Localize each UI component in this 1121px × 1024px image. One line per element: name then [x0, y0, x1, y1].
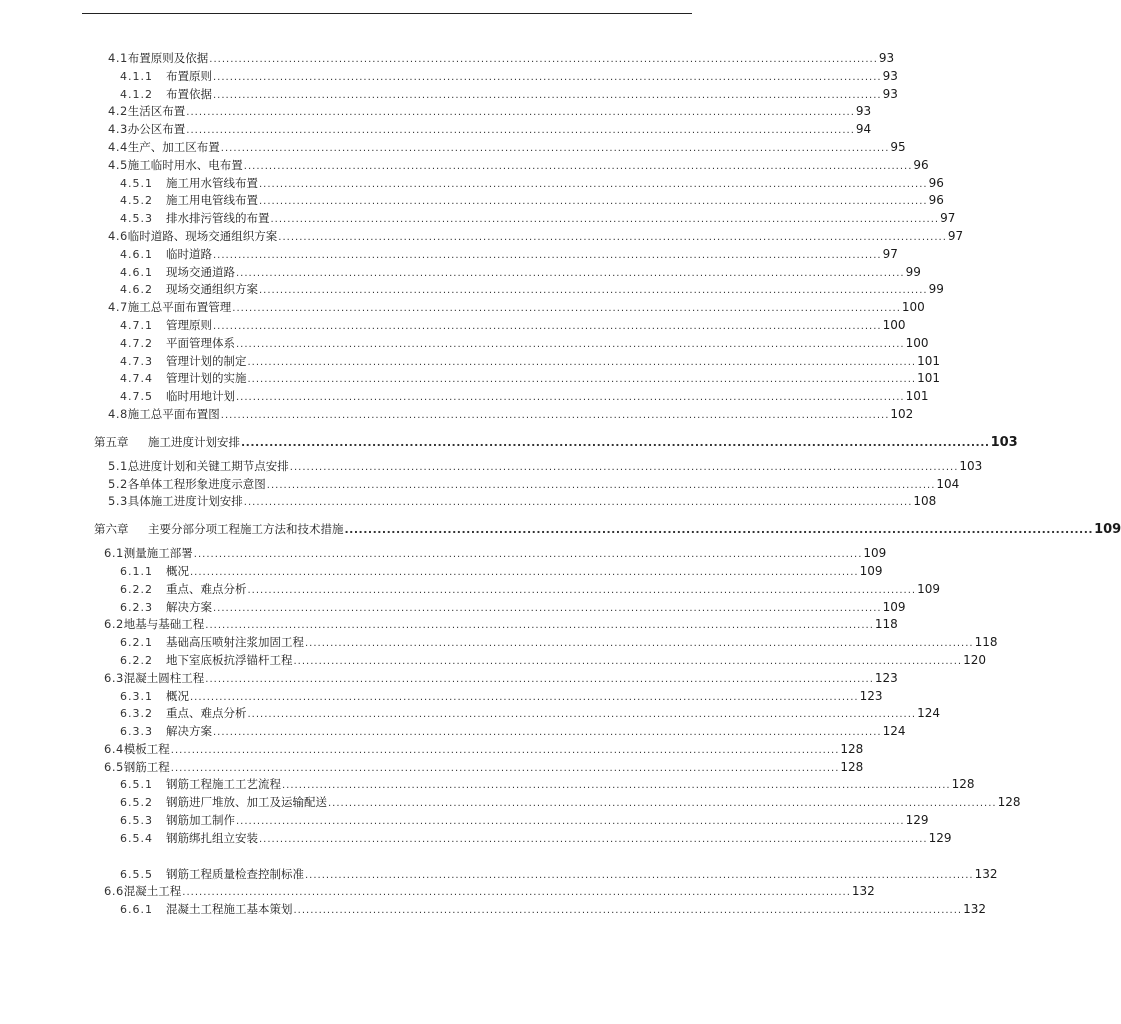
toc-entry-page: 124: [882, 724, 906, 739]
dot-leader: ................................................................................................................................................................: [278, 231, 947, 243]
toc-entry-title: 地下室底板抗浮锚杆工程: [166, 652, 293, 667]
toc-entry-6-2[interactable]: [0, 616, 898, 634]
toc-entry-page: 123: [874, 670, 898, 685]
toc-entry-5-2[interactable]: [0, 476, 960, 494]
chapter-title: 主要分部分项工程施工方法和技术措施: [148, 522, 344, 537]
toc-entry-4-7-4[interactable]: [0, 370, 940, 388]
toc-chapter-6[interactable]: [0, 515, 1121, 543]
dot-leader: ................................................................................................................................................................: [236, 267, 905, 279]
toc-entry-4-7-2[interactable]: [0, 335, 929, 353]
toc-entry-6-1[interactable]: [0, 545, 887, 563]
toc-chapter-5[interactable]: [0, 428, 1018, 456]
toc-entry-title: 管理原则: [166, 317, 212, 332]
toc-entry-title: 施工总平面布置管理: [127, 300, 232, 315]
toc-entry-number: 4.6.1: [120, 265, 153, 279]
toc-entry-title: 临时用地计划: [166, 389, 235, 404]
dot-leader: ................................................................................................................................................................: [213, 602, 882, 614]
toc-entry-page: 132: [974, 866, 998, 881]
toc-entry-page: 99: [928, 282, 944, 297]
toc-entry-page: 93: [882, 86, 898, 101]
toc-entry-page: 120: [963, 652, 986, 667]
dot-leader: ................................................................................................................................................................: [213, 89, 882, 101]
toc-entry-page: 102: [890, 406, 914, 421]
toc-entry-page: 132: [963, 902, 986, 917]
toc-entry-page: 101: [917, 353, 940, 368]
toc-entry-title: 混凝土工程施工基本策划: [166, 902, 293, 917]
toc-entry-4-7-1[interactable]: [0, 317, 906, 335]
dot-leader: ................................................................................................................................................................: [236, 392, 905, 404]
dot-leader: ................................................................................................................................................................: [293, 905, 963, 917]
toc-entry-number: 4.7: [108, 300, 128, 315]
toc-entry-number: 4.2: [108, 104, 128, 119]
toc-entry-title: 现场交通道路: [166, 264, 235, 279]
dot-leader: ................................................................................................................................................................: [190, 566, 859, 578]
dot-leader: ................................................................................................................................................................: [220, 142, 890, 154]
toc-entry-number: 6.2: [104, 617, 124, 632]
toc-entry-page: 96: [928, 175, 944, 190]
toc-entry-number: 6.2.3: [120, 600, 153, 614]
toc-entry-title: 重点、难点分析: [166, 706, 247, 721]
toc-entry-number: 6.5: [104, 759, 124, 774]
toc-entry-title: 生活区布置: [127, 104, 186, 119]
dot-leader: ................................................................................................................................................................: [259, 833, 928, 845]
toc-entry-title: 布置依据: [166, 86, 212, 101]
dot-leader: ................................................................................................................................................................: [205, 620, 874, 632]
toc-entry-page: 93: [882, 68, 898, 83]
toc-entry-title: 布置原则: [166, 68, 212, 83]
dot-leader: ................................................................................................................................................................: [236, 338, 905, 350]
toc-entry-page: 132: [851, 884, 875, 899]
toc-entry-number: 6.5.5: [120, 867, 153, 881]
dot-leader: ................................................................................................................................................................: [289, 461, 959, 473]
toc-entry-number: 5.2: [108, 476, 128, 491]
dot-leader: ................................................................................................................................................................: [282, 780, 951, 792]
toc-entry-number: 4.5: [108, 157, 128, 172]
toc-entry-number: 4.6: [108, 228, 128, 243]
toc-entry-page: 97: [940, 211, 956, 226]
toc-entry-4-5[interactable]: [0, 157, 929, 175]
toc-entry-page: 96: [928, 193, 944, 208]
dot-leader: ................................................................................................................................................................: [270, 214, 940, 226]
toc-entry-6-5-5[interactable]: [0, 866, 998, 884]
toc-entry-title: 施工用电管线布置: [166, 193, 258, 208]
toc-entry-6-2-3[interactable]: [0, 599, 906, 617]
toc-entry-page: 97: [882, 246, 898, 261]
toc-entry-number: 6.1: [104, 546, 124, 561]
chapter-page: 109: [1094, 522, 1121, 538]
dot-leader: ................................................................................................................................................................: [209, 54, 878, 65]
toc-entry-4-5-1[interactable]: [0, 175, 944, 193]
dot-leader: ................................................................................................................................................................: [259, 178, 928, 190]
toc-entry-number: 6.4: [104, 741, 124, 756]
toc-entry-page: 128: [840, 741, 864, 756]
toc-entry-6-3-2[interactable]: [0, 705, 940, 723]
dot-leader: ................................................................................................................................................................: [328, 798, 997, 810]
dot-leader: ................................................................................................................................................................: [190, 691, 859, 703]
toc-entry-number: 4.1: [108, 51, 128, 65]
toc-entry-4-5-2[interactable]: [0, 192, 944, 210]
toc-entry-6-5-2[interactable]: [0, 794, 1021, 812]
toc-entry-title: 概况: [166, 563, 189, 578]
toc-entry-number: 6.5.4: [120, 831, 153, 845]
toc-entry-title: 钢筋工程施工工艺流程: [166, 777, 281, 792]
toc-entry-title: 临时道路、现场交通组织方案: [127, 228, 278, 243]
dot-leader: ................................................................................................................................................................: [232, 303, 901, 315]
toc-entry-page: 97: [947, 228, 964, 243]
toc-entry-6-3[interactable]: [0, 670, 898, 688]
toc-entry-title: 布置原则及依据: [127, 51, 209, 65]
toc-entry-6-2-2a[interactable]: [0, 581, 940, 599]
toc-entry-6-6-1[interactable]: [0, 901, 986, 919]
toc-entry-page: 118: [874, 617, 898, 632]
dot-leader: ................................................................................................................................................................: [186, 125, 855, 137]
toc-entry-title: 排水排污管线的布置: [166, 211, 270, 226]
toc-entry-number: 4.4: [108, 139, 128, 154]
dot-leader: ................................................................................................................................................................: [205, 673, 874, 685]
toc-entry-6-3-3[interactable]: [0, 723, 906, 741]
toc-entry-6-2-2[interactable]: [0, 652, 986, 670]
toc-entry-6-2-1[interactable]: [0, 634, 998, 652]
toc-entry-title: 现场交通组织方案: [166, 282, 258, 297]
dot-leader: ................................................................................................................................................................: [259, 285, 928, 297]
toc-entry-6-1-1[interactable]: [0, 563, 883, 581]
toc-entry-number: 6.3.3: [120, 725, 153, 739]
dot-leader: ................................................................................................................................................................: [241, 435, 990, 449]
toc-entry-page: 129: [905, 813, 929, 828]
toc-entry-number: 6.2.2: [120, 653, 153, 667]
toc-entry-title: 临时道路: [166, 246, 212, 261]
toc-entry-4-6-2[interactable]: [0, 281, 944, 299]
chapter-number: 第六章: [94, 522, 129, 537]
toc-entry-title: 总进度计划和关键工期节点安排: [127, 458, 289, 473]
toc-entry-page: 109: [863, 546, 887, 561]
dot-leader: ................................................................................................................................................................: [259, 196, 928, 208]
toc-entry-6-5-4[interactable]: [0, 830, 952, 848]
toc-entry-title: 各单体工程形象进度示意图: [127, 476, 266, 491]
dot-leader: ................................................................................................................................................................: [305, 869, 974, 881]
dot-leader: ................................................................................................................................................................: [186, 107, 855, 119]
toc-entry-page: 109: [917, 581, 940, 596]
toc-entry-title: 测量施工部署: [123, 546, 193, 561]
toc-entry-title: 混凝土工程: [123, 884, 182, 899]
dot-leader: ................................................................................................................................................................: [213, 727, 882, 739]
toc-entry-title: 管理计划的制定: [166, 353, 247, 368]
dot-leader: ................................................................................................................................................................: [247, 709, 917, 721]
toc-entry-title: 平面管理体系: [166, 335, 235, 350]
toc-entry-title: 施工用水管线布置: [166, 175, 258, 190]
toc-entry-4-4[interactable]: [0, 139, 906, 157]
dot-leader: ................................................................................................................................................................: [293, 655, 963, 667]
toc-entry-page: 101: [917, 371, 940, 386]
chapter-page: 103: [990, 434, 1018, 450]
toc-entry-number: 4.5.3: [120, 212, 153, 226]
toc-entry-title: 概况: [166, 688, 189, 703]
toc-entry-number: 6.1.1: [120, 564, 153, 578]
toc-entry-page: 93: [878, 51, 895, 65]
toc-entry-page: 100: [901, 300, 925, 315]
toc-entry-4-7[interactable]: [0, 299, 925, 317]
toc-entry-page: 94: [855, 122, 872, 137]
dot-leader: ................................................................................................................................................................: [213, 71, 882, 83]
dot-leader: ................................................................................................................................................................: [193, 549, 863, 561]
toc-entry-title: 钢筋工程: [123, 759, 170, 774]
toc-entry-title: 地基与基础工程: [123, 617, 205, 632]
toc-entry-number: 4.5.2: [120, 194, 153, 208]
toc-entry-number: 4.1.2: [120, 87, 153, 101]
toc-entry-4-3[interactable]: [0, 121, 872, 139]
toc-entry-4-7-5[interactable]: [0, 388, 929, 406]
toc-entry-title: 管理计划的实施: [166, 371, 247, 386]
toc-entry-title: 钢筋绑扎组立安装: [166, 830, 258, 845]
toc-entry-4-5-3[interactable]: [0, 210, 956, 228]
toc-entry-6-3-1[interactable]: [0, 688, 883, 706]
toc-entry-page: 104: [936, 476, 960, 491]
dot-leader: ................................................................................................................................................................: [344, 523, 1094, 537]
toc-entry-4-7-3[interactable]: [0, 353, 940, 371]
dot-leader: ................................................................................................................................................................: [247, 356, 917, 368]
dot-leader: ................................................................................................................................................................: [266, 479, 936, 491]
toc-entry-page: 124: [917, 706, 940, 721]
toc-entry-number: 6.2.2: [120, 582, 153, 596]
toc-entry-page: 103: [959, 458, 983, 473]
toc-entry-number: 4.8: [108, 406, 128, 421]
toc-entry-number: 6.5.3: [120, 814, 153, 828]
toc-entry-number: 4.7.4: [120, 372, 153, 386]
dot-leader: ................................................................................................................................................................: [243, 497, 913, 509]
toc-entry-number: 4.6.2: [120, 283, 153, 297]
toc-entry-4-1-2[interactable]: [0, 86, 898, 104]
toc-entry-6-6[interactable]: [0, 883, 875, 901]
toc-entry-6-5[interactable]: [0, 759, 864, 777]
dot-leader: ................................................................................................................................................................: [236, 816, 905, 828]
toc-entry-page: 128: [840, 759, 864, 774]
toc-entry-page: 100: [905, 335, 929, 350]
toc-entry-page: 108: [913, 494, 937, 509]
spacer: [0, 848, 773, 866]
dot-leader: ................................................................................................................................................................: [243, 160, 913, 172]
toc-entry-title: 施工临时用水、电布置: [127, 157, 243, 172]
toc-entry-4-6-1b[interactable]: [0, 264, 921, 282]
toc-entry-title: 钢筋进厂堆放、加工及运输配送: [166, 795, 327, 810]
dot-leader: ................................................................................................................................................................: [213, 249, 882, 261]
toc-entry-title: 生产、加工区布置: [127, 139, 220, 154]
toc-entry-page: 96: [913, 157, 929, 172]
toc-entry-page: 129: [928, 830, 952, 845]
toc-entry-6-5-1[interactable]: [0, 776, 975, 794]
table-of-contents: [0, 50, 1121, 919]
toc-entry-number: 4.7.2: [120, 336, 153, 350]
toc-entry-number: 6.5.1: [120, 778, 153, 792]
toc-entry-number: 6.6.1: [120, 903, 153, 917]
toc-entry-number: 6.3: [104, 670, 124, 685]
toc-entry-4-1[interactable]: [0, 50, 895, 68]
dot-leader: ................................................................................................................................................................: [247, 584, 917, 596]
dot-leader: ................................................................................................................................................................: [182, 887, 851, 899]
toc-entry-page: 95: [890, 139, 906, 154]
toc-entry-page: 100: [882, 317, 906, 332]
toc-entry-number: 6.3.1: [120, 689, 153, 703]
toc-entry-page: 99: [905, 264, 921, 279]
toc-entry-number: 5.3: [108, 494, 128, 509]
toc-entry-4-2[interactable]: [0, 103, 872, 121]
toc-entry-title: 混凝土圆柱工程: [123, 670, 205, 685]
toc-entry-5-1[interactable]: [0, 458, 983, 476]
dot-leader: ................................................................................................................................................................: [213, 320, 882, 332]
toc-entry-4-1-1[interactable]: [0, 68, 898, 86]
toc-entry-number: 6.6: [104, 884, 124, 899]
toc-entry-page: 109: [859, 563, 883, 578]
toc-entry-number: 4.3: [108, 122, 128, 137]
toc-entry-page: 123: [859, 688, 883, 703]
toc-entry-page: 93: [855, 104, 872, 119]
toc-entry-title: 模板工程: [123, 741, 170, 756]
toc-entry-page: 128: [997, 795, 1021, 810]
dot-leader: ................................................................................................................................................................: [247, 374, 917, 386]
toc-entry-6-5-3[interactable]: [0, 812, 929, 830]
toc-entry-page: 128: [951, 777, 975, 792]
toc-entry-6-4[interactable]: [0, 741, 864, 759]
toc-entry-page: 101: [905, 389, 929, 404]
toc-entry-4-6[interactable]: [0, 228, 964, 246]
toc-entry-title: 基础高压喷射注浆加固工程: [166, 635, 304, 650]
header-rule: [82, 13, 692, 14]
chapter-title: 施工进度计划安排: [148, 434, 240, 449]
toc-entry-number: 4.6.1: [120, 247, 153, 261]
dot-leader: ................................................................................................................................................................: [305, 638, 974, 650]
toc-entry-title: 解决方案: [166, 599, 212, 614]
toc-entry-number: 4.7.5: [120, 390, 153, 404]
toc-entry-4-6-1[interactable]: [0, 246, 898, 264]
toc-entry-number: 5.1: [108, 458, 128, 473]
toc-entry-number: 6.3.2: [120, 707, 153, 721]
toc-entry-number: 4.7.3: [120, 354, 153, 368]
toc-entry-page: 118: [974, 635, 998, 650]
toc-entry-number: 4.1.1: [120, 69, 153, 83]
toc-entry-number: 4.7.1: [120, 318, 153, 332]
toc-entry-page: 109: [882, 599, 906, 614]
toc-entry-title: 解决方案: [166, 724, 212, 739]
toc-entry-title: 钢筋加工制作: [166, 813, 235, 828]
toc-entry-number: 6.5.2: [120, 796, 153, 810]
toc-entry-title: 重点、难点分析: [166, 581, 247, 596]
toc-entry-title: 施工总平面布置图: [127, 406, 220, 421]
toc-entry-5-3[interactable]: [0, 493, 937, 511]
toc-entry-title: 钢筋工程质量检查控制标准: [166, 866, 304, 881]
toc-entry-number: 4.5.1: [120, 176, 153, 190]
chapter-number: 第五章: [94, 434, 129, 449]
dot-leader: ................................................................................................................................................................: [220, 409, 890, 421]
dot-leader: ................................................................................................................................................................: [170, 744, 840, 756]
toc-entry-title: 办公区布置: [127, 122, 186, 137]
toc-entry-title: 具体施工进度计划安排: [127, 494, 243, 509]
toc-entry-number: 6.2.1: [120, 636, 153, 650]
toc-entry-4-8[interactable]: [0, 406, 914, 424]
dot-leader: ................................................................................................................................................................: [170, 762, 840, 774]
